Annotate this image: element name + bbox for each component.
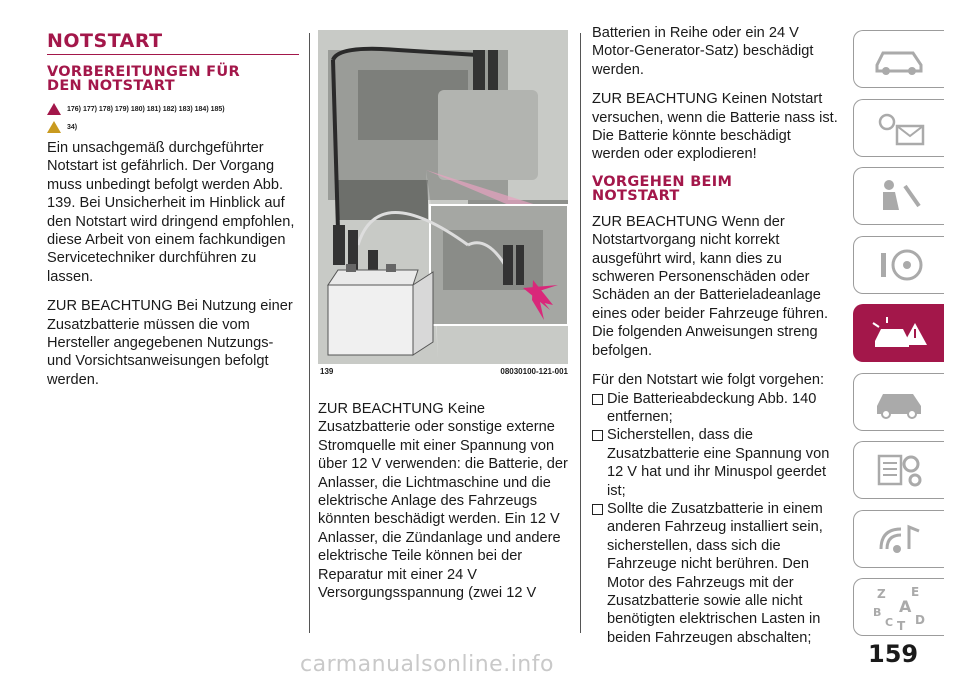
specs-gears-icon (871, 450, 927, 490)
checkbox-bullet-icon (592, 504, 603, 515)
list-item-text: Sicherstellen, dass die Zusatzbatterie eine Spannung von 12 V hat und ihr Minuspol geerdet ist; (607, 427, 830, 499)
index-letter: Z (877, 587, 886, 601)
index-letter: E (911, 585, 920, 599)
voltage-warning-paragraph: ZUR BEACHTUNG Keine Zusatzbatterie oder sonstige externe Stromquelle mit einer Spannung von über 12 V verwenden: die Batterie, der Anlasser, die Lichtmaschine und die elektrische Anlage des Fahrzeugs könnten beschädigt werden. Ein 12 V Anlasser, die Zündanlage und andere elektrische Teile können bei der Reparatur mit einer 24 V Versorgungsspannung (zwei 12 V (318, 401, 568, 602)
caution-hand-icon (47, 121, 61, 133)
list-item (592, 500, 842, 647)
tab-car[interactable] (853, 30, 944, 88)
figure-jump-start-illustration (318, 30, 568, 364)
checkbox-bullet-icon (592, 394, 603, 405)
wet-battery-warning: ZUR BEACHTUNG Keinen Notstart versuchen, wenn die Batterie nass ist. Die Batterie könnte beschädigt werden oder explodieren! (592, 91, 838, 163)
checkbox-bullet-icon (592, 430, 603, 441)
caution-references (47, 121, 299, 133)
procedure-title-line2: NOTSTART (592, 187, 680, 204)
intro-paragraph: Ein unsachgemäß durchgeführter Notstart ist gefährlich. Der Vorgang muss unbedingt befolgt werden Abb. 139. Bei Unsicherheit im Hinblick auf den Notstart wird dringend empfohlen, diese Arbeit von einem fachkundigen Servicetechniker durchführen zu lassen. (47, 140, 295, 285)
subsection-title (47, 65, 299, 93)
tab-driving[interactable] (853, 236, 944, 294)
index-letter: C (885, 616, 894, 629)
watermark: carmanualsonline.info (300, 652, 554, 677)
procedure-intro: Für den Notstart wie folgt vorgehen: (592, 372, 824, 389)
list-item-text: Sollte die Zusatzbatterie in einem anderen Fahrzeug installiert sein, sicherstellen, dass sich die Fahrzeuge nicht berühren. Den Motor des Fahrzeugs mit der Zusatzbatterie sowie alle nicht benötigten elektrischen Lasten in beiden Fahrzeugen abschalten; (607, 500, 823, 646)
multimedia-icon (871, 519, 927, 559)
airbag-seat-icon (871, 176, 927, 216)
index-letter: A (899, 597, 912, 616)
chapter-sidebar (853, 30, 943, 647)
list-item (592, 390, 842, 427)
car-icon (871, 41, 927, 77)
index-letters-icon (869, 584, 929, 630)
key-steering-wheel-icon (871, 245, 927, 285)
subsection-title-line1: VORBEREITUNGEN FÜR (47, 64, 240, 80)
procedure-title (592, 175, 842, 203)
tab-emergency[interactable] (853, 304, 944, 362)
subsection-title-line2: DEN NOTSTART (47, 78, 175, 94)
warning-refs-text: 176) 177) 178) 179) 180) 181) 182) 183) 184) 185) (67, 105, 225, 113)
index-letter: B (873, 606, 882, 619)
section-title: NOTSTART (47, 30, 163, 52)
emergency-car-icon (869, 313, 929, 353)
index-letter: D (915, 613, 925, 627)
column-right (592, 24, 842, 647)
column-divider-2 (580, 33, 581, 633)
figure-code: 08030100-121-001 (500, 367, 568, 376)
warning-triangle-icon (47, 103, 61, 115)
dashboard-lights-icon (871, 108, 927, 148)
figure-number: 139 (320, 367, 334, 376)
figure-caption (320, 367, 568, 376)
warning-references (47, 103, 299, 115)
tab-technical-data[interactable] (853, 441, 944, 499)
column-divider-1 (309, 33, 310, 633)
tab-index[interactable] (853, 578, 944, 636)
column-middle (318, 30, 568, 613)
list-item (592, 426, 842, 500)
continued-paragraph: Batterien in Reihe oder ein 24 V Motor-Generator-Satz) beschädigt werden. (592, 25, 814, 78)
note-paragraph: ZUR BEACHTUNG Bei Nutzung einer Zusatzbatterie müssen die vom Hersteller angegebenen Nutzungs- und Vorsichtsanweisungen befolgt werden. (47, 298, 293, 388)
title-divider (47, 54, 299, 55)
caution-refs-text: 34) (67, 123, 78, 131)
jump-start-diagram (318, 30, 568, 364)
tab-multimedia[interactable] (853, 510, 944, 568)
maintenance-car-icon (871, 384, 927, 420)
column-left (47, 30, 299, 400)
procedure-title-line1: VORGEHEN BEIM (592, 173, 733, 190)
page-number: 159 (868, 640, 919, 668)
tab-maintenance[interactable] (853, 373, 944, 431)
tab-dashboard-lights[interactable] (853, 99, 944, 157)
index-letter: T (897, 619, 906, 630)
list-item-text: Die Batterieabdeckung Abb. 140 entfernen; (607, 390, 817, 425)
procedure-warning: ZUR BEACHTUNG Wenn der Notstartvorgang nicht korrekt ausgeführt wird, kann dies zu schweren Personenschäden oder Schäden an der Batterieladeanlage eines oder beider Fahrzeuge führen. Die folgenden Anweisungen streng befolgen. (592, 213, 829, 359)
tab-safety[interactable] (853, 167, 944, 225)
